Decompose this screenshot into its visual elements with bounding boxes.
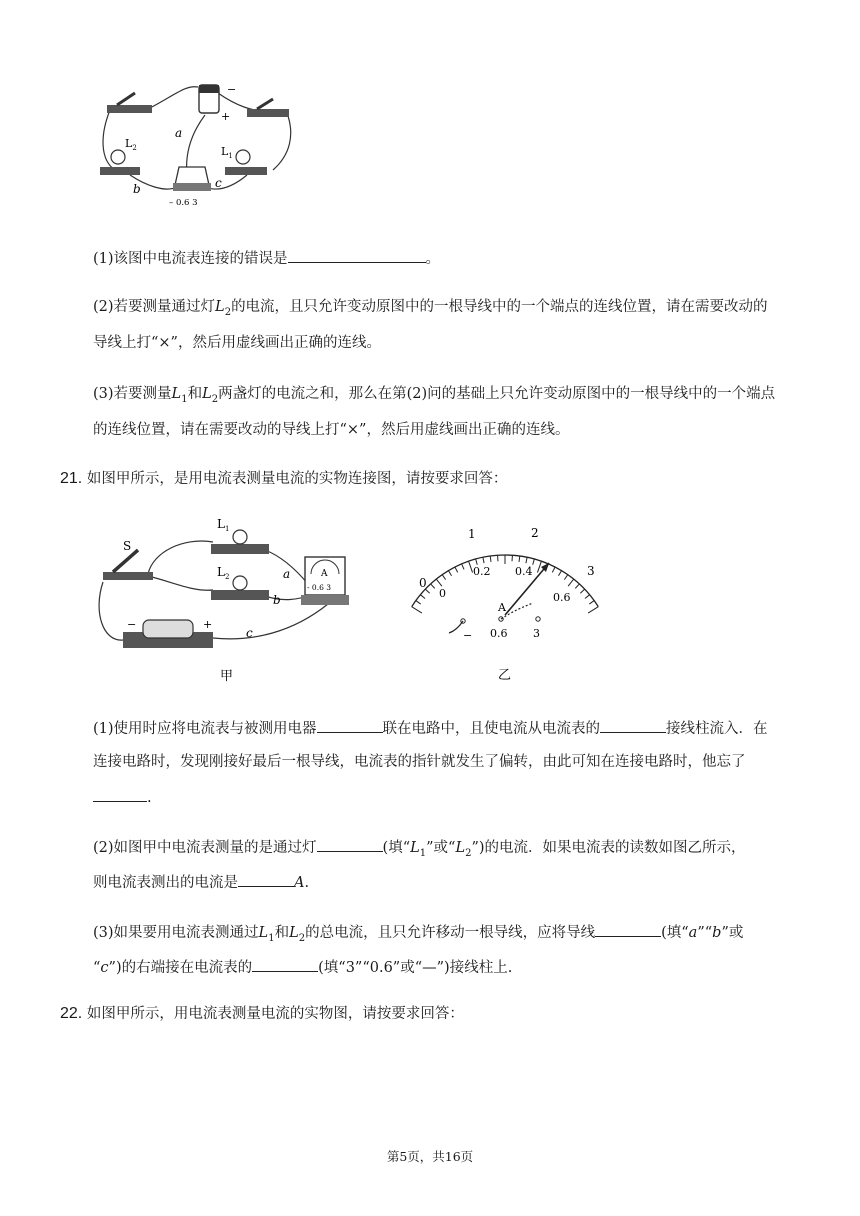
bottom-tick-02: 0.2 [473,565,491,578]
dial-tick [442,575,445,580]
subscript: 2 [298,932,306,944]
variable-l: L [171,386,182,402]
question-text: . [147,790,152,806]
dial-tick [469,561,473,572]
dial-tick [589,601,594,605]
question-text: (3)若要测量 [93,386,172,402]
q21-part1-line3 [93,786,152,808]
bottom-tick-06: 0.6 [553,591,571,604]
variable-l: L [202,386,212,402]
lamp-l1-label: $L_1$ [217,517,230,533]
battery-plus-label: + [203,618,213,631]
lamp-base [225,167,267,175]
answer-blank[interactable] [317,717,383,733]
switch-base [107,105,152,113]
question-text: 的总电流，且只允许移动一根导线，应将导线 [305,925,596,941]
ammeter-dial-yi [405,515,610,685]
wire-a-label: a [175,126,183,140]
question-text: 导线上打“×”，然后用虚线画出正确的连线。 [93,335,381,351]
switch-lever [257,99,273,109]
q20-part3-line2 [93,420,569,440]
answer-blank[interactable] [288,247,426,263]
wire-a [187,115,205,175]
question-text: ”或 [721,925,744,941]
dial-tick [580,589,584,593]
q20-part3-line1 [93,384,775,410]
dial-tick [412,607,422,613]
question-text: 该图中电流表连接的错误是 [113,251,288,267]
dial-tick [455,567,458,572]
q21-part3-line1 [93,921,743,949]
dial-tick [416,601,421,605]
circuit-diagram-jia [93,512,363,687]
question-text: 则电流表测出的电流是 [93,875,238,891]
answer-blank[interactable] [600,717,666,733]
dial-tick [462,564,464,570]
dial-tick [436,579,442,586]
battery [143,620,193,638]
q20-part2-line1 [93,297,768,323]
battery-cap [199,85,219,93]
subscript: 1 [419,847,427,859]
terminal-06-label: 0.6 [490,627,508,640]
q21-stem [60,469,507,489]
subscript: 1 [181,393,188,405]
q21-part2-line2 [93,871,309,893]
question-text: (填“ [661,925,689,941]
lamp-bulb [236,150,250,164]
lamp-l2-label: $L_2$ [125,137,137,152]
subscript: 2 [211,393,219,405]
question-text: 和 [187,386,203,402]
wire [99,582,123,640]
question-text: ”)的电流．如果电流表的读数如图乙所示， [471,840,746,856]
battery-minus-label: − [227,83,237,96]
switch-lever [117,93,135,105]
question-text: . [304,875,310,891]
dial-tick [490,556,491,562]
ammeter-terminals: – 0.6 3 [169,198,198,208]
subscript: 2 [465,847,472,859]
top-tick-2: 2 [531,526,539,540]
dial-tick [585,595,590,599]
question-text: (填“ [382,840,411,856]
q21-part1-line1 [93,717,768,739]
question-text: 的电流，且只允许变动原图中的一根导线中的一个端点的连线位置，请在需要改动的 [231,299,768,315]
lamp-bulb [233,576,247,590]
switch-lever [113,550,138,572]
question-text: 如图甲所示，是用电流表测量电流的实物连接图，请按要求回答： [86,471,508,487]
option-a: a [688,925,698,941]
switch-base [247,109,289,117]
variable-l: L [289,925,299,941]
switch-label: S [123,539,132,553]
question-text: 两盏灯的电流之和，那么在第(2)问的基础上只允许变动原图中的一根导线中的一个端点 [218,386,776,402]
ammeter-letter: A [321,569,328,579]
question-text: ”)的右端接在电流表的 [108,960,253,976]
dial-tick [564,575,567,580]
question-text: (2)若要测量通过灯 [93,299,216,315]
question-text: 。 [425,251,441,267]
wire [273,113,291,170]
dial-tick [575,584,579,588]
wire-c-label: c [215,176,222,190]
ammeter-base [173,183,211,191]
unit-ampere: A [294,875,305,891]
variable-l: L [410,840,420,856]
dial-tick [420,595,425,599]
question-text: ”或“ [426,840,456,856]
answer-blank[interactable] [595,921,661,937]
subscript: 1 [268,932,275,944]
dial-tick [526,557,527,563]
wire [148,541,213,574]
q21-part3-line2 [93,956,512,978]
lamp-l1-label: $L_1$ [221,145,233,160]
wire [148,576,213,590]
ammeter-dial-figure-yi [405,515,610,685]
answer-blank[interactable] [238,871,294,887]
switch-base [103,572,153,580]
option-c: c [100,960,109,976]
variable-l: L [215,299,225,315]
dial-tick [519,556,520,562]
dial-tick [476,559,478,565]
wire-b-label: b [133,182,141,196]
question-text: (2)如图甲中电流表测量的是通过灯 [93,840,317,856]
question-text: ”“ [697,925,713,941]
lamp-l2-label: $L_2$ [217,565,230,581]
terminal-minus-label: − [463,629,473,642]
battery-plus-label: + [221,110,231,123]
q20-part2-line2 [93,333,381,353]
circuit-diagram-q20 [95,75,295,215]
dial-tick [552,567,555,572]
wire-c-label: c [246,626,253,640]
q22-stem [60,1004,464,1024]
dial-tick [588,607,598,613]
q21-part2-line1 [93,836,746,864]
question-text: 接线柱流入．在 [666,721,768,737]
bottom-tick-04: 0.4 [515,565,533,578]
question-text: 和 [274,925,290,941]
wire-c [213,604,328,639]
lamp-base [211,544,269,554]
question-text: 的连线位置，请在需要改动的导线上打“×”，然后用虚线画出正确的连线。 [93,422,570,438]
variable-l: L [258,925,269,941]
wire-b-label: b [273,593,281,607]
ammeter-base [301,595,349,605]
wire [150,87,198,108]
question-text: (1)使用时应将电流表与被测用电器 [93,721,317,737]
q21-part1-line2 [93,752,746,772]
ammeter [175,167,209,185]
question-number: 22. [60,1005,83,1022]
circuit-figure-q20 [95,75,295,215]
question-text: (填“3”“0.6”或“—”)接线柱上. [318,960,513,976]
answer-blank[interactable] [93,786,147,802]
top-tick-0: 0 [419,576,427,590]
dial-tick [558,571,561,576]
lamp-bulb [111,150,125,164]
terminal-3 [536,617,540,621]
lamp-base [100,167,140,175]
dial-tick [448,571,451,576]
question-text: 联在电路中，且使电流从电流表的 [382,721,601,737]
question-text: 连接电路时，发现刚接好最后一根导线，电流表的指针就发生了偏转，由此可知在连接电路时，他忘了 [93,754,746,770]
dial-tick [431,584,435,588]
bottom-tick-0: 0 [439,587,446,600]
terminal-3-label: 3 [533,627,540,640]
circuit-figure-jia [93,512,363,687]
answer-blank[interactable] [252,956,318,972]
q20-part1 [93,247,440,269]
dial-tick [568,579,574,586]
ammeter-terminals: - 0.6 3 [307,583,332,592]
top-tick-3: 3 [587,564,595,578]
lead-wire-left [449,621,463,633]
dial-tick [537,561,541,572]
wire-a-label: a [283,567,291,581]
lamp-base [211,590,269,600]
top-tick-1: 1 [468,527,476,541]
variable-l: L [455,840,466,856]
question-text: “ [93,960,101,976]
lamp-bulb [233,530,247,544]
dial-tick [483,557,484,563]
question-text: 如图甲所示，用电流表测量电流的实物图，请按要求回答： [86,1006,464,1022]
page-footer: 第5页，共16页 [386,1149,474,1164]
figure-caption-yi: 乙 [498,668,512,683]
dial-label-a: A [498,601,506,614]
question-number: 21. [60,470,83,487]
question-text: (3)如果要用电流表测通过 [93,925,259,941]
battery-minus-label: − [127,618,137,631]
dial-tick [533,559,535,565]
wire-c [205,175,247,189]
part-number: (1) [93,251,114,267]
option-b: b [712,925,722,941]
answer-blank[interactable] [317,836,383,852]
figure-caption-jia: 甲 [220,669,234,684]
subscript: 2 [224,306,232,318]
